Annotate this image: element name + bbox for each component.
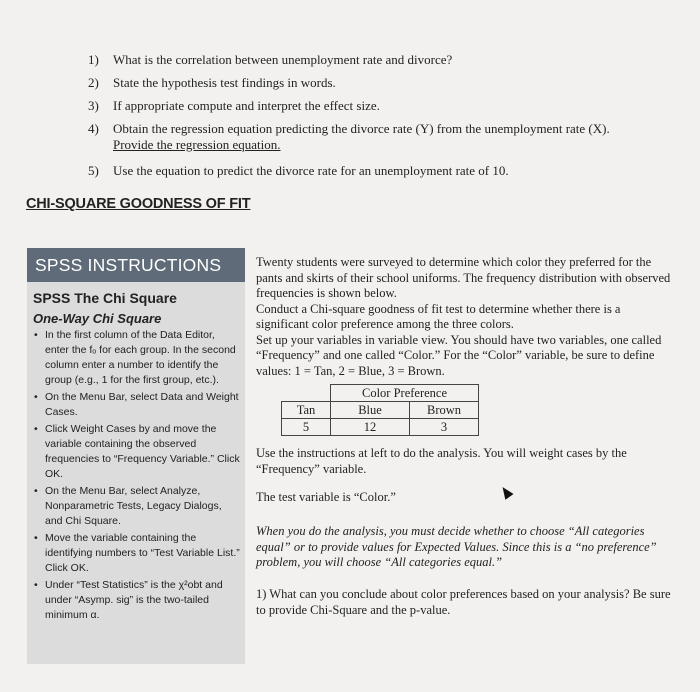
instruction-item: • Click Weight Cases by and move the variable containing the observed frequencies to “Frequency Variable.” Click OK. <box>45 422 241 482</box>
problem-intro <box>256 255 676 379</box>
setup-text: Set up your variables in variable view. You should have two variables, one called “Frequency” and one called “Color.” For the “Color” variable, be sure to define values: 1 = Tan, 2 = Blue, 3 = Brown. <box>256 332 662 378</box>
instruction-item: • Move the variable containing the identifying numbers to “Test Variable List.” Click OK. <box>45 531 241 576</box>
question-list <box>88 52 678 186</box>
question-item <box>88 52 678 68</box>
table-column-header: Tan <box>282 402 331 419</box>
question-item <box>88 75 678 91</box>
table-cell: 12 <box>331 419 410 436</box>
table-row <box>282 419 479 436</box>
question-item <box>88 98 678 114</box>
test-variable-text: The test variable is “Color.” <box>256 490 396 504</box>
color-preference-table <box>281 384 479 436</box>
instruction-item: • In the first column of the Data Editor, enter the fₒ for each group. In the second column enter a number to identify the group (e.g., 1 for the first group, etc.). <box>45 328 241 388</box>
question-number: 5) <box>88 163 99 178</box>
question-text: Obtain the regression equation predicting the divorce rate (Y) from the unemployment rate (X). <box>113 121 610 136</box>
instructions-text: Use the instructions at left to do the analysis. You will weight cases by the “Frequency” variable. <box>256 446 627 476</box>
sidebar-subtitle-2: One-Way Chi Square <box>33 311 162 326</box>
question-item <box>88 163 678 179</box>
table-cell: 5 <box>282 419 331 436</box>
question-text: If appropriate compute and interpret the effect size. <box>113 98 380 113</box>
question-text: State the hypothesis test findings in words. <box>113 75 336 90</box>
table-column-header: Blue <box>331 402 410 419</box>
question-item <box>88 121 678 153</box>
question-text-block <box>113 121 610 153</box>
instruction-list <box>27 328 245 623</box>
spss-instructions-box <box>27 248 245 664</box>
color-preference-table-wrap <box>281 384 479 436</box>
intro-text: Twenty students were surveyed to determine which color they preferred for the pants and skirts of their school uniforms. The frequency distribution with observed frequencies is shown below. <box>256 255 671 300</box>
question-text-underlined: Provide the regression equation. <box>113 137 281 152</box>
instruction-item: • On the Menu Bar, select Data and Weight Cases. <box>45 390 241 420</box>
task-text: Conduct a Chi-square goodness of fit test to determine whether there is a significant color preference among the three colors. <box>256 301 621 331</box>
question-number: 3) <box>88 98 99 113</box>
sidebar-title: SPSS INSTRUCTIONS <box>27 248 245 282</box>
question-number: 2) <box>88 75 99 90</box>
question-number: 4) <box>88 121 99 136</box>
table-header: Color Preference <box>331 385 479 402</box>
question-number: 1) <box>88 52 99 67</box>
section-heading: CHI-SQUARE GOODNESS OF FIT <box>26 196 251 212</box>
table-column-header: Brown <box>410 402 479 419</box>
table-cell: 3 <box>410 419 479 436</box>
question-text: What is the correlation between unemployment rate and divorce? <box>113 52 453 67</box>
instruction-item: • On the Menu Bar, select Analyze, Nonparametric Tests, Legacy Dialogs, and Chi Square. <box>45 484 241 529</box>
final-question: 1) What can you conclude about color preferences based on your analysis? Be sure to provide Chi-Square and the p-value. <box>256 587 671 617</box>
sidebar-subtitle: SPSS The Chi Square <box>33 290 177 306</box>
italic-note: When you do the analysis, you must decide whether to choose “All categories equal” or to provide values for Expected Values. Since this is a “no preference” problem, you will choose “All categories equal.” <box>256 524 657 569</box>
instruction-item: • Under “Test Statistics” is the χ²obt and under “Asymp. sig” is the two-tailed minimum α. <box>45 578 241 623</box>
table-row <box>282 402 479 419</box>
question-text: Use the equation to predict the divorce rate for an unemployment rate of 10. <box>113 163 509 178</box>
